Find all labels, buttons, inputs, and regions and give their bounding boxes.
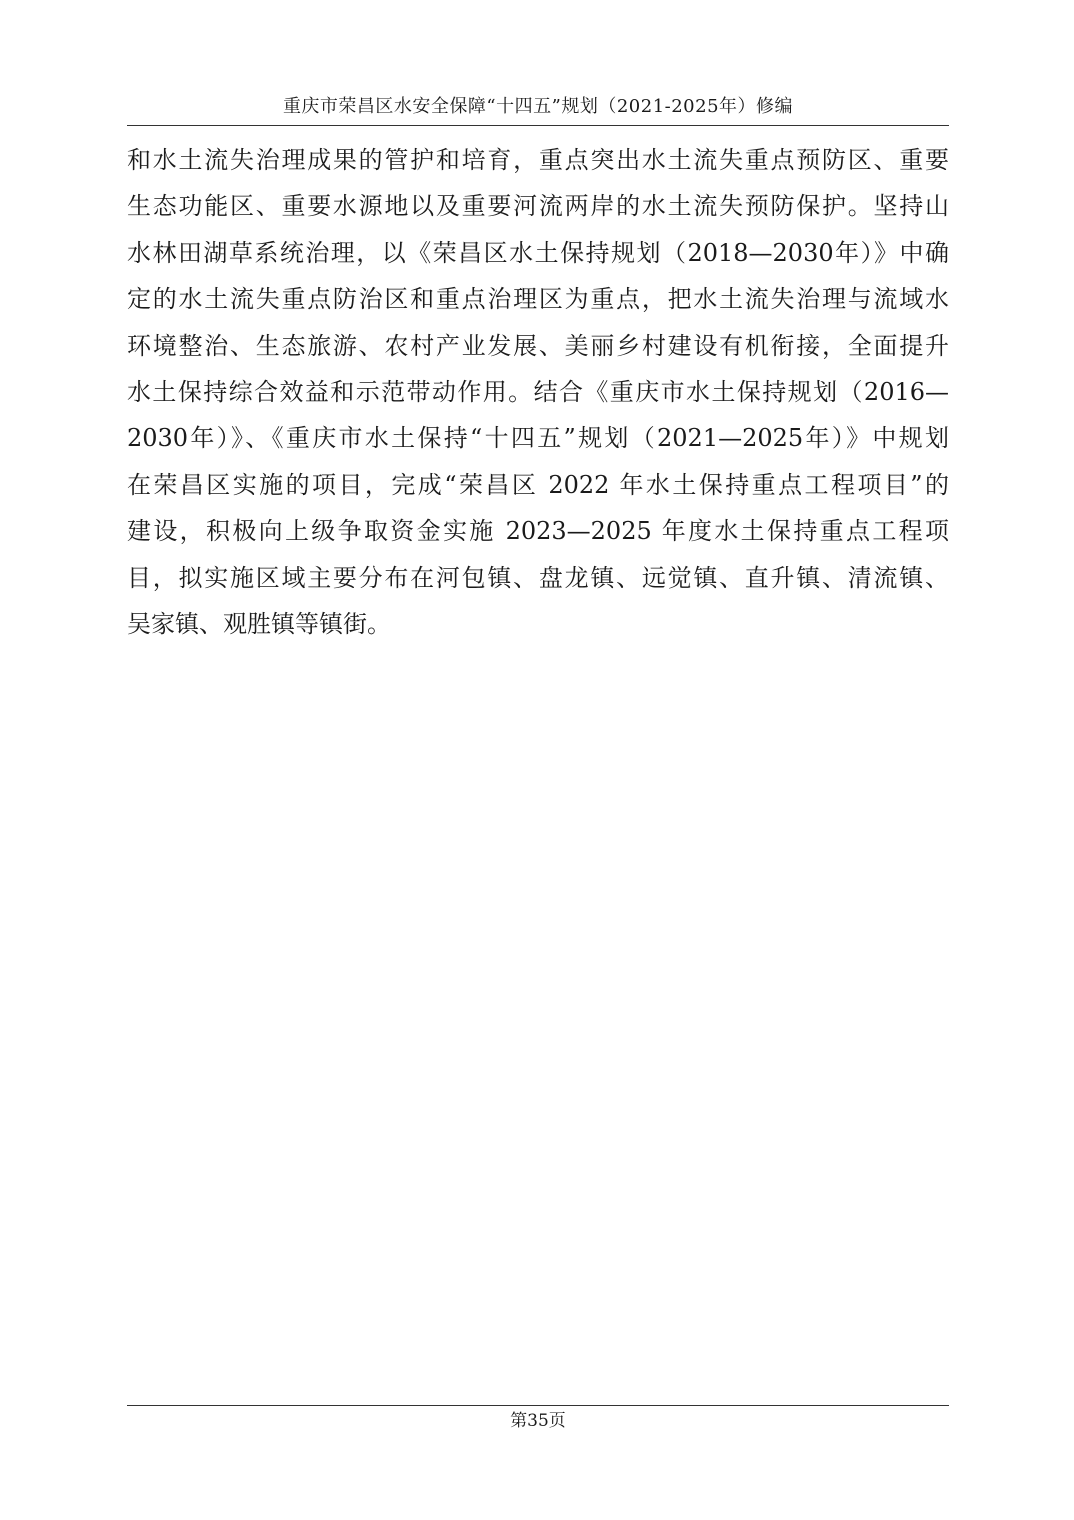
paragraph-line: 生态功能区、重要水源地以及重要河流两岸的水土流失预防保护。坚持山 [127, 192, 949, 221]
paragraph-line: 在荣昌区实施的项目，完成“荣昌区 2022 年水土保持重点工程项目”的 [127, 470, 949, 499]
body-paragraph [127, 137, 949, 647]
page-header-title: 重庆市荣昌区水安全保障“十四五”规划（2021-2025年）修编 [282, 96, 794, 117]
paragraph-line: 吴家镇、观胜镇等镇街。 [127, 609, 391, 638]
paragraph-line: 定的水土流失重点防治区和重点治理区为重点，把水土流失治理与流域水 [127, 285, 949, 314]
paragraph-line: 环境整治、生态旅游、农村产业发展、美丽乡村建设有机衔接，全面提升 [127, 331, 949, 360]
paragraph-line: 水林田湖草系统治理，以《荣昌区水土保持规划（2018—2030年）》中确 [127, 238, 949, 267]
paragraph-line: 目，拟实施区域主要分布在河包镇、盘龙镇、远觉镇、直升镇、清流镇、 [127, 563, 949, 592]
page-number: 第35页 [510, 1411, 566, 1431]
header-divider [127, 125, 949, 126]
paragraph-line: 2030年）》、《重庆市水土保持“十四五”规划（2021—2025年）》中规划 [127, 424, 949, 453]
paragraph-line: 建设，积极向上级争取资金实施 2023—2025 年度水土保持重点工程项 [127, 517, 949, 546]
footer-divider [127, 1405, 949, 1406]
paragraph-line: 和水土流失治理成果的管护和培育，重点突出水土流失重点预防区、重要 [127, 146, 949, 174]
paragraph-line: 水土保持综合效益和示范带动作用。结合《重庆市水土保持规划（2016— [127, 377, 949, 406]
